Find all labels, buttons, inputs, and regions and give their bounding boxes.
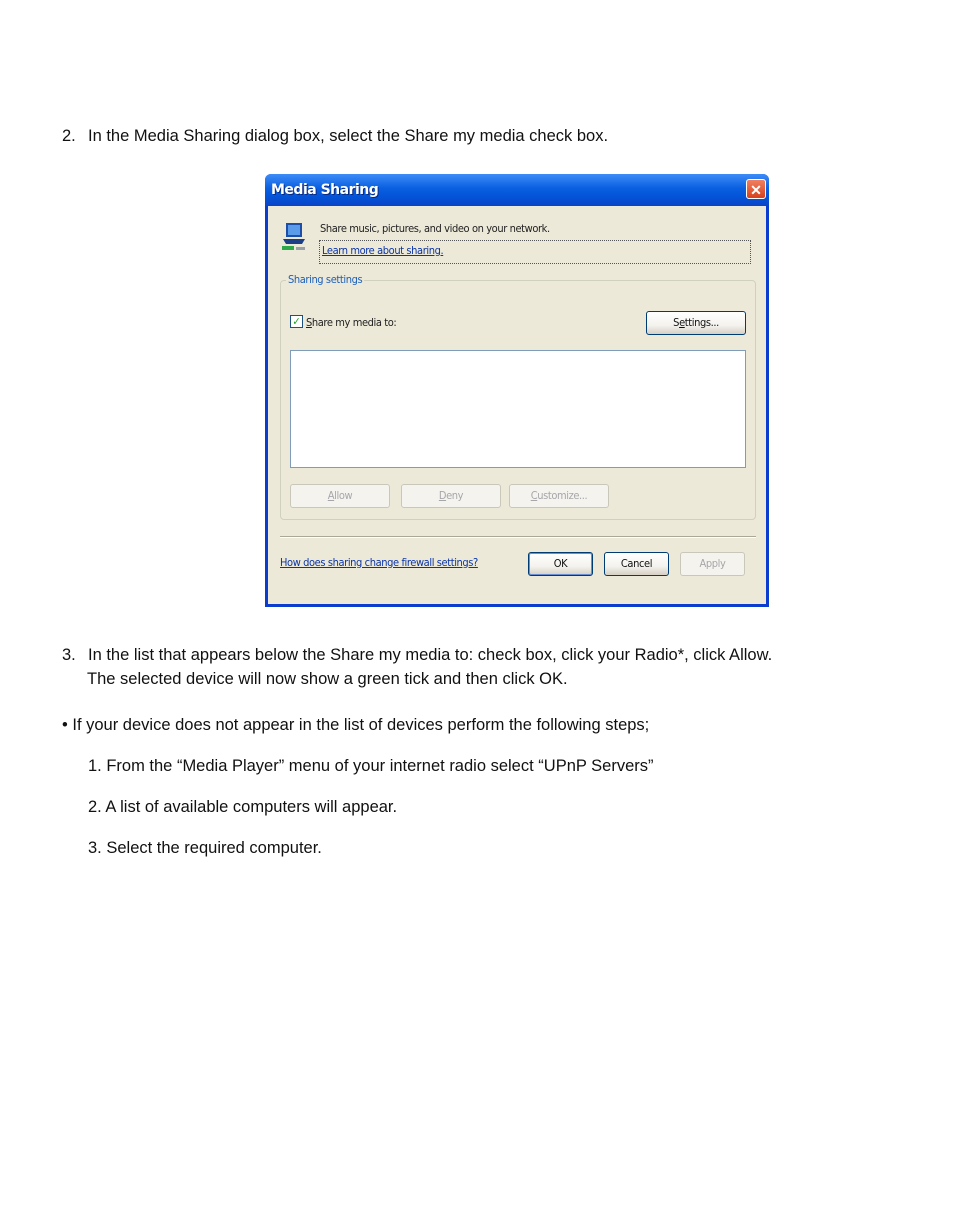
close-button[interactable]: [746, 179, 766, 199]
title-bar: [265, 174, 769, 206]
share-media-label: Share my media to:: [306, 316, 397, 329]
substep-3: 3. Select the required computer.: [88, 839, 322, 857]
media-sharing-dialog: [265, 174, 769, 607]
dialog-title: Media Sharing: [271, 182, 379, 198]
step-3: [62, 643, 772, 691]
step-text-line1: In the list that appears below the Share my media to: check box, click your Radio*, click Allow.: [88, 646, 773, 664]
step-text: In the Media Sharing dialog box, select the Share my media check box.: [88, 127, 609, 145]
step-number: 3.: [62, 646, 76, 664]
network-share-icon: [280, 220, 308, 252]
step-text-line2: The selected device will now show a green tick and then click OK.: [87, 670, 568, 688]
cancel-button[interactable]: Cancel: [604, 552, 669, 576]
divider: [280, 536, 756, 538]
learn-more-link[interactable]: Learn more about sharing.: [322, 244, 444, 257]
apply-button[interactable]: Apply: [680, 552, 745, 576]
group-label: Sharing settings: [288, 273, 363, 286]
check-icon: ✓: [292, 315, 301, 328]
substep-2: 2. A list of available computers will appear.: [88, 798, 398, 816]
customize-button[interactable]: Customize...: [509, 484, 609, 508]
bullet-item: [62, 716, 649, 735]
close-icon: ✕: [750, 182, 762, 198]
substep-1: 1. From the “Media Player” menu of your internet radio select “UPnP Servers”: [88, 757, 654, 775]
allow-button[interactable]: Allow: [290, 484, 390, 508]
step-2: [62, 124, 608, 148]
sharing-description: Share music, pictures, and video on your network.: [320, 222, 550, 235]
firewall-settings-link[interactable]: How does sharing change firewall settings?: [280, 556, 478, 569]
settings-button[interactable]: Settings...: [646, 311, 746, 335]
device-list[interactable]: [290, 350, 746, 468]
share-media-checkbox[interactable]: [290, 315, 303, 328]
bullet-text: If your device does not appear in the list of devices perform the following steps;: [72, 716, 650, 734]
dialog-body: [268, 206, 766, 604]
ok-button[interactable]: OK: [528, 552, 593, 576]
bullet-symbol: •: [62, 716, 68, 734]
step-number: 2.: [62, 127, 76, 145]
deny-button[interactable]: Deny: [401, 484, 501, 508]
